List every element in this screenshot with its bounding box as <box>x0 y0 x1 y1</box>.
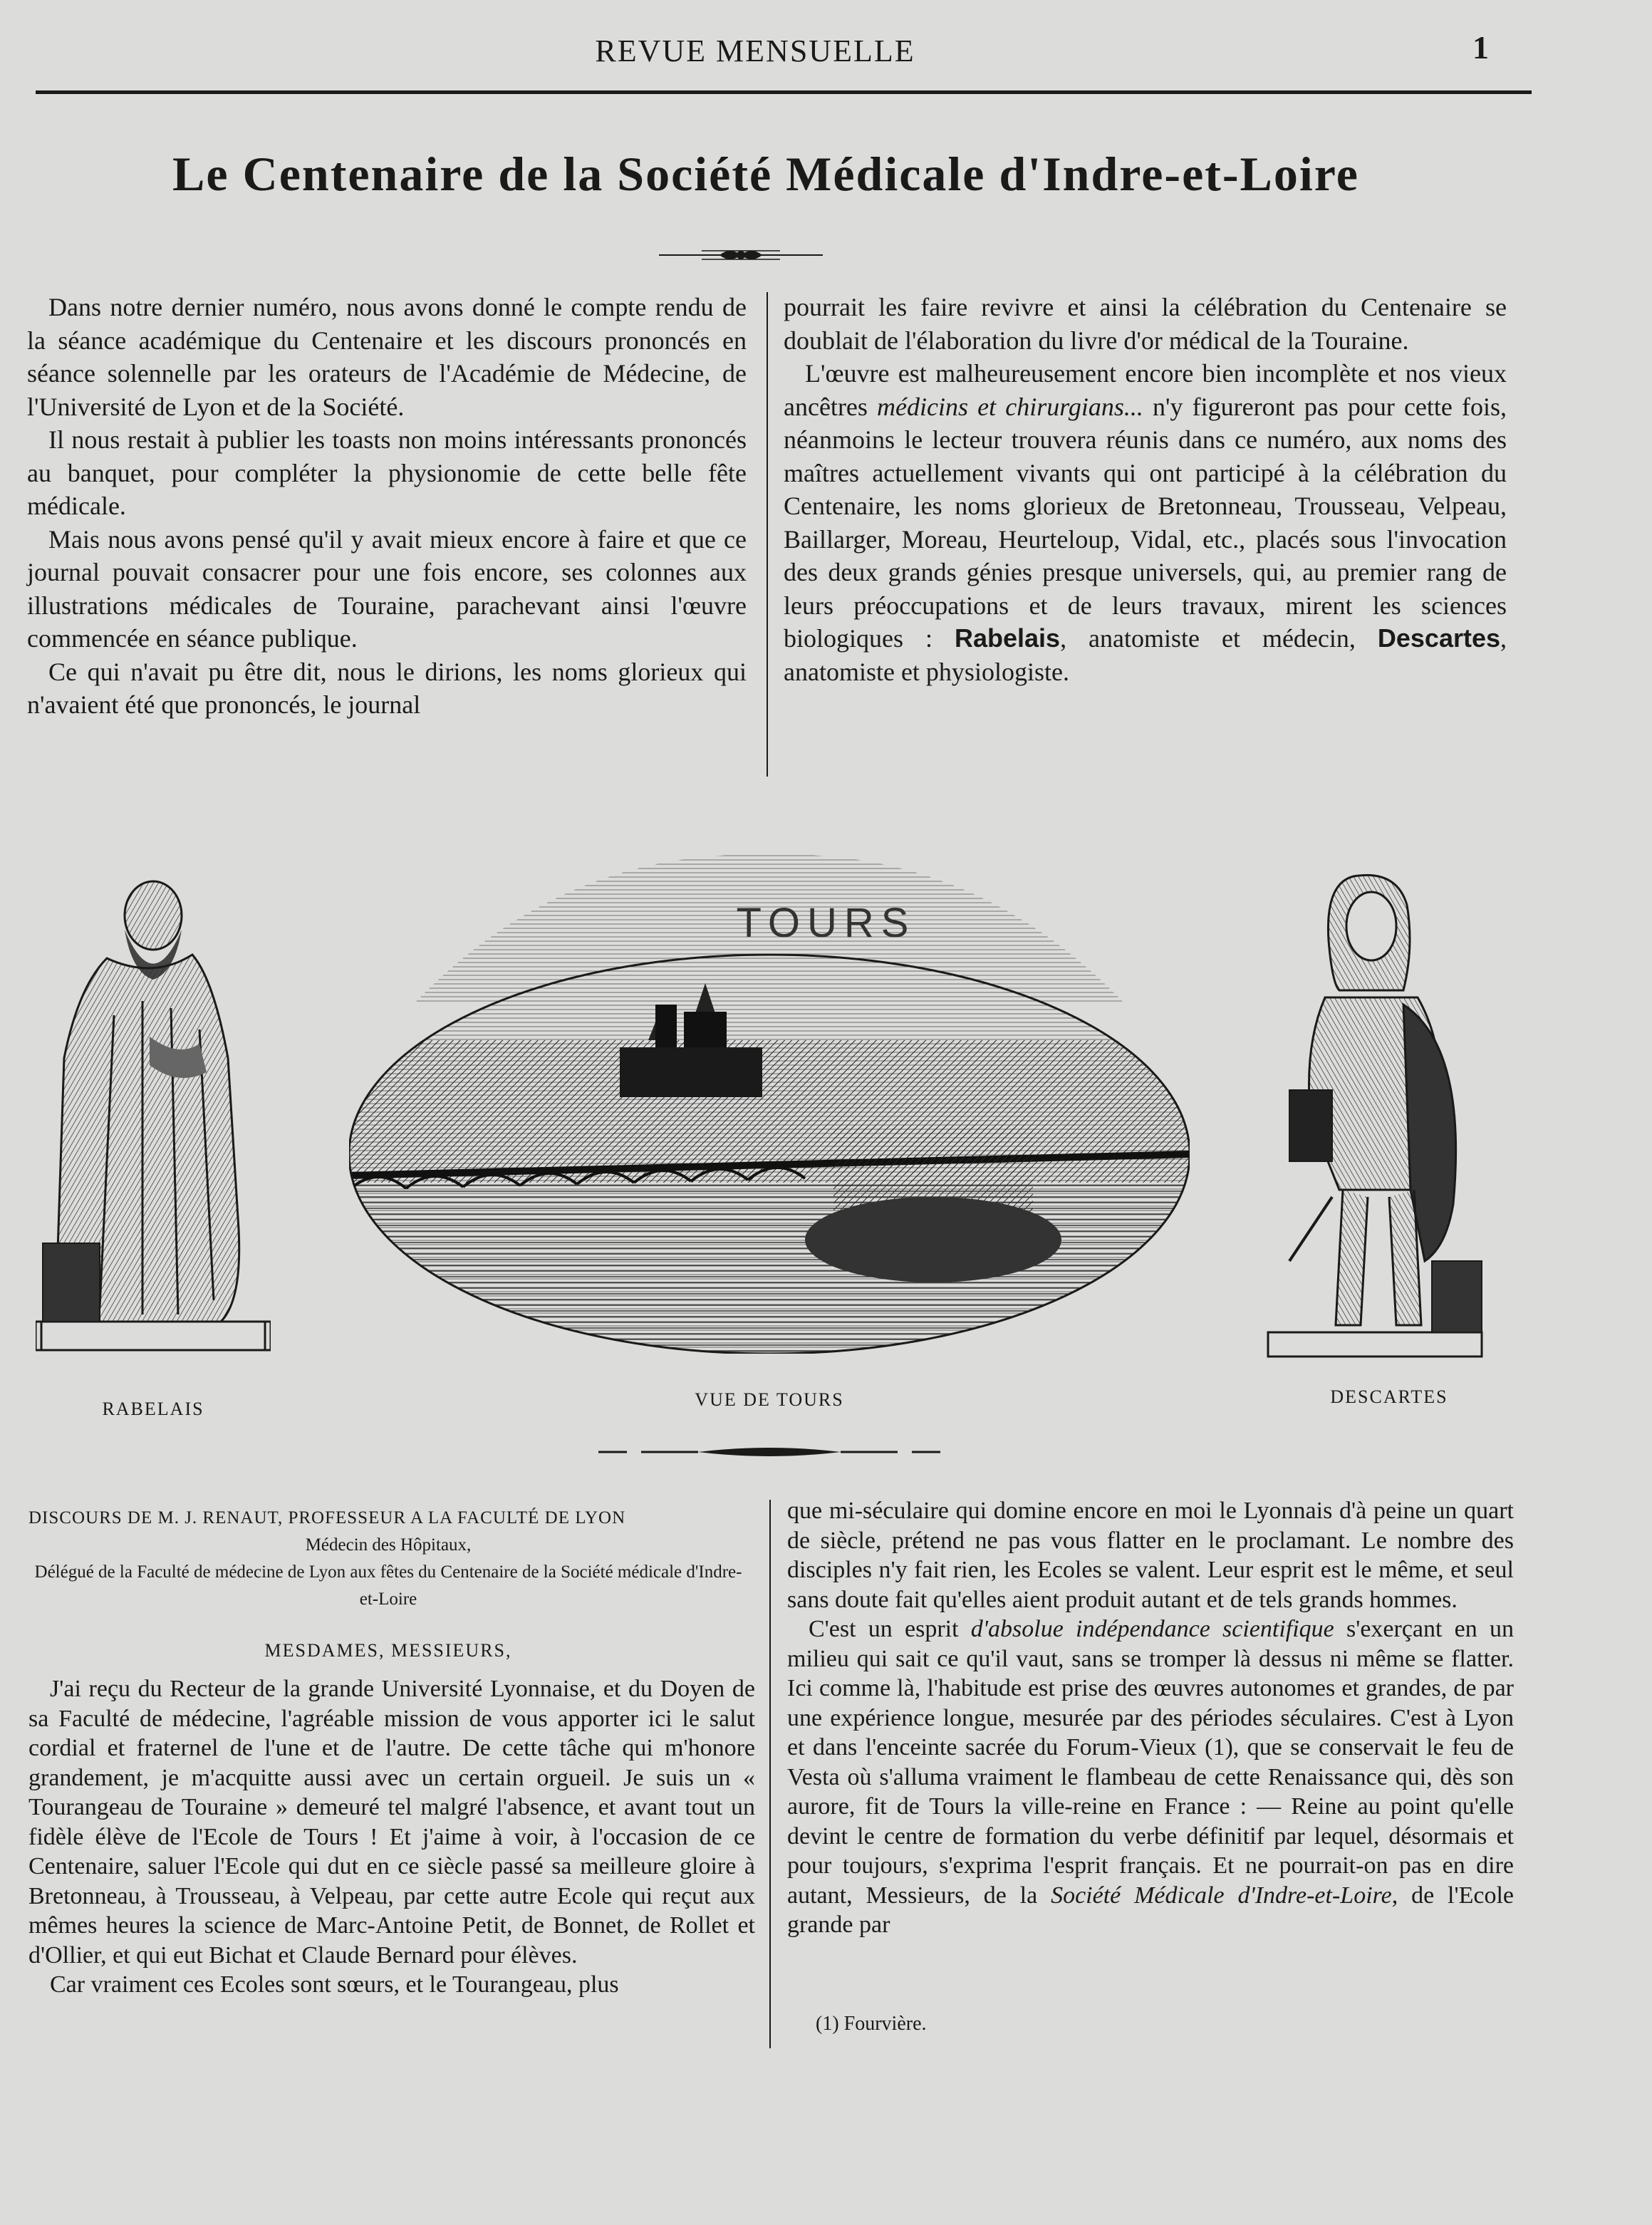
intro-paragraph: Dans notre dernier numéro, nous avons donné le compte rendu de la séance académique du Centenaire et les discours prononcés en séance solennelle par les orateurs de l'Académie de Médecine, de l'Université de Lyon et de la Société. <box>27 293 747 421</box>
engraving-label-tours: TOURS <box>736 900 916 946</box>
article-title: Le Centenaire de la Société Médicale d'Indre-et-Loire <box>172 147 1359 201</box>
intro-paragraph: Il nous restait à publier les toasts non moins intéressants prononcés au banquet, pour compléter la physionomie de cette belle fête médicale. <box>27 425 747 520</box>
salutation: MESDAMES, MESSIEURS, <box>264 1640 512 1661</box>
speech-column-divider <box>769 1500 771 2048</box>
speech-paragraph: J'ai reçu du Recteur de la grande Université Lyonnaise, et du Doyen de sa Faculté de médecine, l'agréable mission de vous apporter ici le salut cordial et fraternel de l'une et de l'autre. De cette tâche qui m'honore grandement, je m'acquitte aussi avec un certain orgueil. Je suis un « Tourangeau de Touraine » demeuré tel malgré l'absence, et avant tout un fidèle élève de l'Ecole de Tours ! Et j'aime à voir, à l'occasion de ce Centenaire, saluer l'Ecole qui dut en ce siècle passé sa meilleure gloire à Bretonneau, à Trousseau, à Velpeau, par cette autre Ecole qui reçut aux mêmes heures la science de Marc-Antoine Petit, de Bonnet, de Rollet et d'Ollier, et qui eut Bichat et Claude Bernard pour élèves. <box>28 1676 755 1969</box>
header-rule <box>36 90 1532 94</box>
speech-heading <box>28 1505 748 1613</box>
speech-paragraph: Car vraiment ces Ecoles sont sœurs, et le Tourangeau, plus <box>50 1971 619 1998</box>
speech-left-column <box>28 1674 755 2000</box>
caption-descartes: DESCARTES <box>1330 1386 1448 1407</box>
speech-title: DISCOURS DE M. J. RENAUT, PROFESSEUR A LA FACULTÉ DE LYON <box>28 1508 626 1528</box>
speech-subtitle: Médecin des Hôpitaux, <box>305 1535 472 1555</box>
intro-column-divider <box>767 292 768 777</box>
speech-paragraph: que mi-séculaire qui domine encore en moi le Lyonnais d'à peine un quart de siècle, prétend ne pas vous flatter en le proclamant. Le nombre des disciples n'y fait rien, les Ecoles se valent. Leur esprit est le même, et seul sans doute fait qu'elles aient produit autant et de tels grands hommes. <box>787 1498 1514 1613</box>
title-ornament <box>659 242 823 268</box>
page-number: 1 <box>1472 29 1489 66</box>
footnote: (1) Fourvière. <box>816 2013 927 2035</box>
intro-paragraph: L'œuvre est malheureusement encore bien incomplète et nos vieux ancêtres médicins et chirurgians... n'y figureront pas pour cette fois, néanmoins le lecteur trouvera réunis dans ce numéro, aux noms des maîtres actuellement vivants qui ont participé à la célébration du Centenaire, les noms glorieux de Bretonneau, Trousseau, Velpeau, Baillarger, Moreau, Heurteloup, Vidal, etc., placés sous l'invocation des deux grands génies presque universels, qui, au premier rang de leurs préoccupations et de leurs travaux, mirent les sciences biologiques : Rabelais, anatomiste et médecin, Descartes, anatomiste et physiologiste. <box>784 359 1507 686</box>
speech-right-column <box>787 1496 1514 1940</box>
caption-rabelais: RABELAIS <box>102 1399 204 1419</box>
section-ornament <box>598 1443 940 1461</box>
speech-subtitle: Délégué de la Faculté de médecine de Lyon aux fêtes du Centenaire de la Société médicale d'Indre-et-Loire <box>34 1562 742 1609</box>
intro-paragraph: Ce qui n'avait pu être dit, nous le dirions, les noms glorieux qui n'avaient été que prononcés, le journal <box>27 657 747 719</box>
caption-vue-de-tours: VUE DE TOURS <box>695 1389 844 1410</box>
intro-left-column <box>27 291 747 722</box>
intro-paragraph: pourrait les faire revivre et ainsi la célébration du Centenaire se doublait de l'élaboration du livre d'or médical de la Touraine. <box>784 293 1507 355</box>
running-title: REVUE MENSUELLE <box>595 33 915 68</box>
intro-paragraph: Mais nous avons pensé qu'il y avait mieux encore à faire et que ce journal pouvait consacrer pour une fois encore, ses colonnes aux illustrations médicales de Touraine, parachevant ainsi l'œuvre commencée en séance publique. <box>27 524 747 653</box>
descartes-statue-image <box>1261 862 1489 1361</box>
speech-paragraph: C'est un esprit d'absolue indépendance scientifique s'exerçant en un milieu qui sait ce qu'il vaut, sans se tromper là dessus ni même se flatter. Ici comme là, l'habitude est prise des œuvres autonomes et grandes, de par une expérience longue, mesurée par des périodes séculaires. C'est à Lyon et dans l'enceinte sacrée du Forum-Vieux (1), que se conservait le feu de Vesta où s'alluma vraiment le flambeau de cette Renaissance qui, dès son aurore, fit de Tours la ville-reine en France : — Reine au point qu'elle devint le centre de formation du verbe définitif par lequel, désormais et pour toujours, s'exprima l'esprit français. Et ne pourrait-on pas en dire autant, Messieurs, de la Société Médicale d'Indre-et-Loire, de l'Ecole grande par <box>787 1616 1515 1938</box>
running-head <box>36 28 1489 71</box>
intro-right-column <box>784 291 1507 688</box>
